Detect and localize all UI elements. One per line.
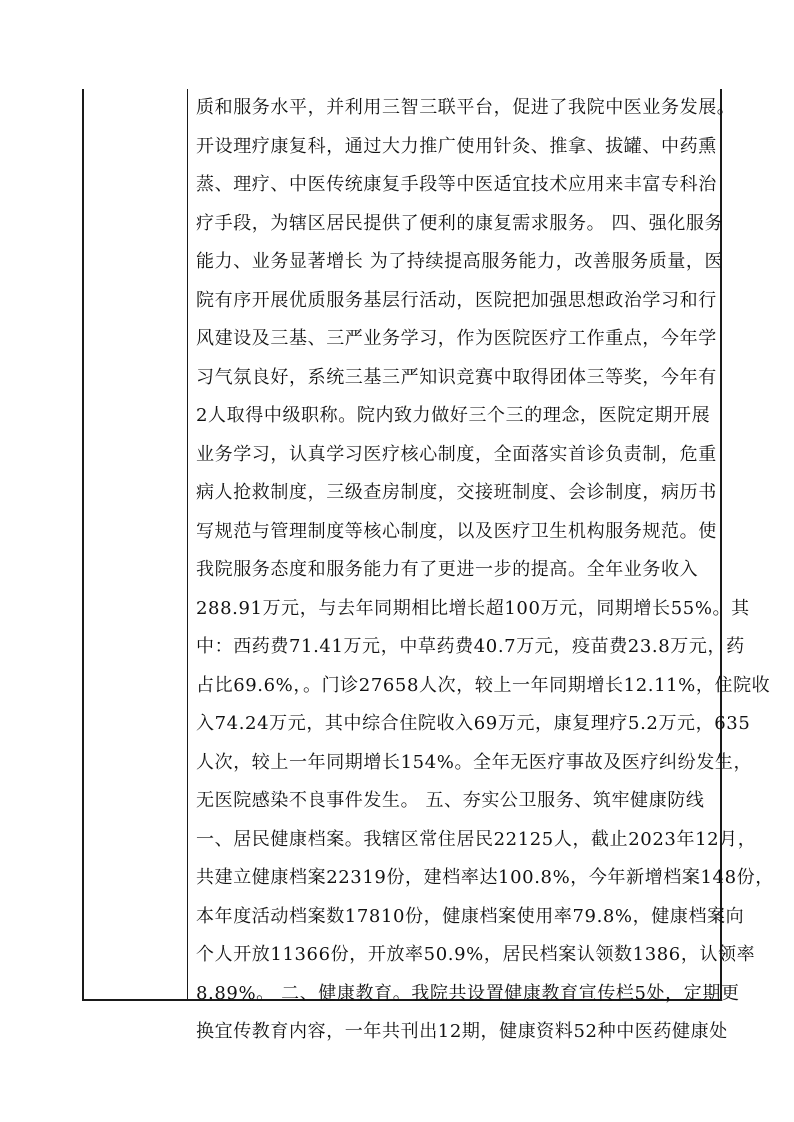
text-line: 入74.24万元，其中综合住院收入69万元，康复理疗5.2万元，635 — [196, 713, 751, 734]
text-line: 风建设及三基、三严业务学习，作为医院医疗工作重点，今年学 — [196, 328, 717, 349]
text-line: 2人取得中级职称。院内致力做好三个三的理念，医院定期开展 — [196, 405, 711, 426]
text-line: 288.91万元，与去年同期相比增长超100万元，同期增长55%。其 — [196, 597, 750, 619]
text-line: 业务学习，认真学习医疗核心制度，全面落实首诊负责制，危重 — [196, 443, 717, 465]
table-content-cell — [188, 89, 774, 1042]
text-line: 病人抢救制度，三级查房制度，交接班制度、会诊制度，病历书 — [196, 482, 717, 503]
text-line: 我院服务态度和服务能力有了更进一步的提高。全年业务收入 — [196, 559, 699, 580]
text-line: 写规范与管理制度等核心制度，以及医疗卫生机构服务规范。使 — [196, 520, 717, 542]
text-line: 占比69.6%，。门诊27658人次，较上一年同期增长12.11%，住院收 — [196, 674, 771, 696]
text-line: 院有序开展优质服务基层行活动，医院把加强思想政治学习和行 — [196, 289, 717, 311]
text-line: 疗手段，为辖区居民提供了便利的康复需求服务。 四、强化服务 — [196, 212, 724, 234]
text-line: 本年度活动档案数17810份，健康档案使用率79.8%，健康档案向 — [196, 905, 745, 927]
text-line: 人次，较上一年同期增长154%。全年无医疗事故及医疗纠纷发生， — [196, 751, 753, 773]
text-line: 能力、业务显著增长 为了持续提高服务能力，改善服务质量，医 — [196, 251, 724, 272]
text-line: 无医院感染不良事件发生。 五、夯实公卫服务、筑牢健康防线 — [196, 790, 705, 811]
text-line: 个人开放11366份，开放率50.9%，居民档案认领数1386，认领率 — [196, 944, 756, 965]
text-line: 蒸、理疗、中医传统康复手段等中医适宜技术应用来丰富专科治 — [196, 174, 717, 195]
text-line: 中：西药费71.41万元，中草药费40.7万元，疫苗费23.8万元，药 — [196, 636, 745, 657]
text-line: 质和服务水平，并利用三智三联平台，促进了我院中医业务发展。 — [196, 97, 736, 118]
table-label-column — [84, 89, 188, 999]
text-line: 开设理疗康复科，通过大力推广使用针灸、推拿、拔罐、中药熏 — [196, 135, 717, 157]
text-line: 共建立健康档案22319份，建档率达100.8%，今年新增档案148份， — [196, 867, 774, 888]
report-body-text — [196, 89, 774, 1052]
text-line: 8.89%。 二、健康教育。我院共设置健康教育宣传栏5处，定期更 — [196, 982, 740, 1004]
report-table — [82, 89, 774, 1042]
text-line: 习气氛良好，系统三基三严知识竞赛中取得团体三等奖，今年有 — [196, 366, 717, 388]
text-line: 换宜传教育内容，一年共刊出12期，健康资料52种中医药健康处 — [196, 1021, 728, 1042]
text-line: 一、居民健康档案。我辖区常住居民22125人，截止2023年12月， — [196, 828, 757, 850]
